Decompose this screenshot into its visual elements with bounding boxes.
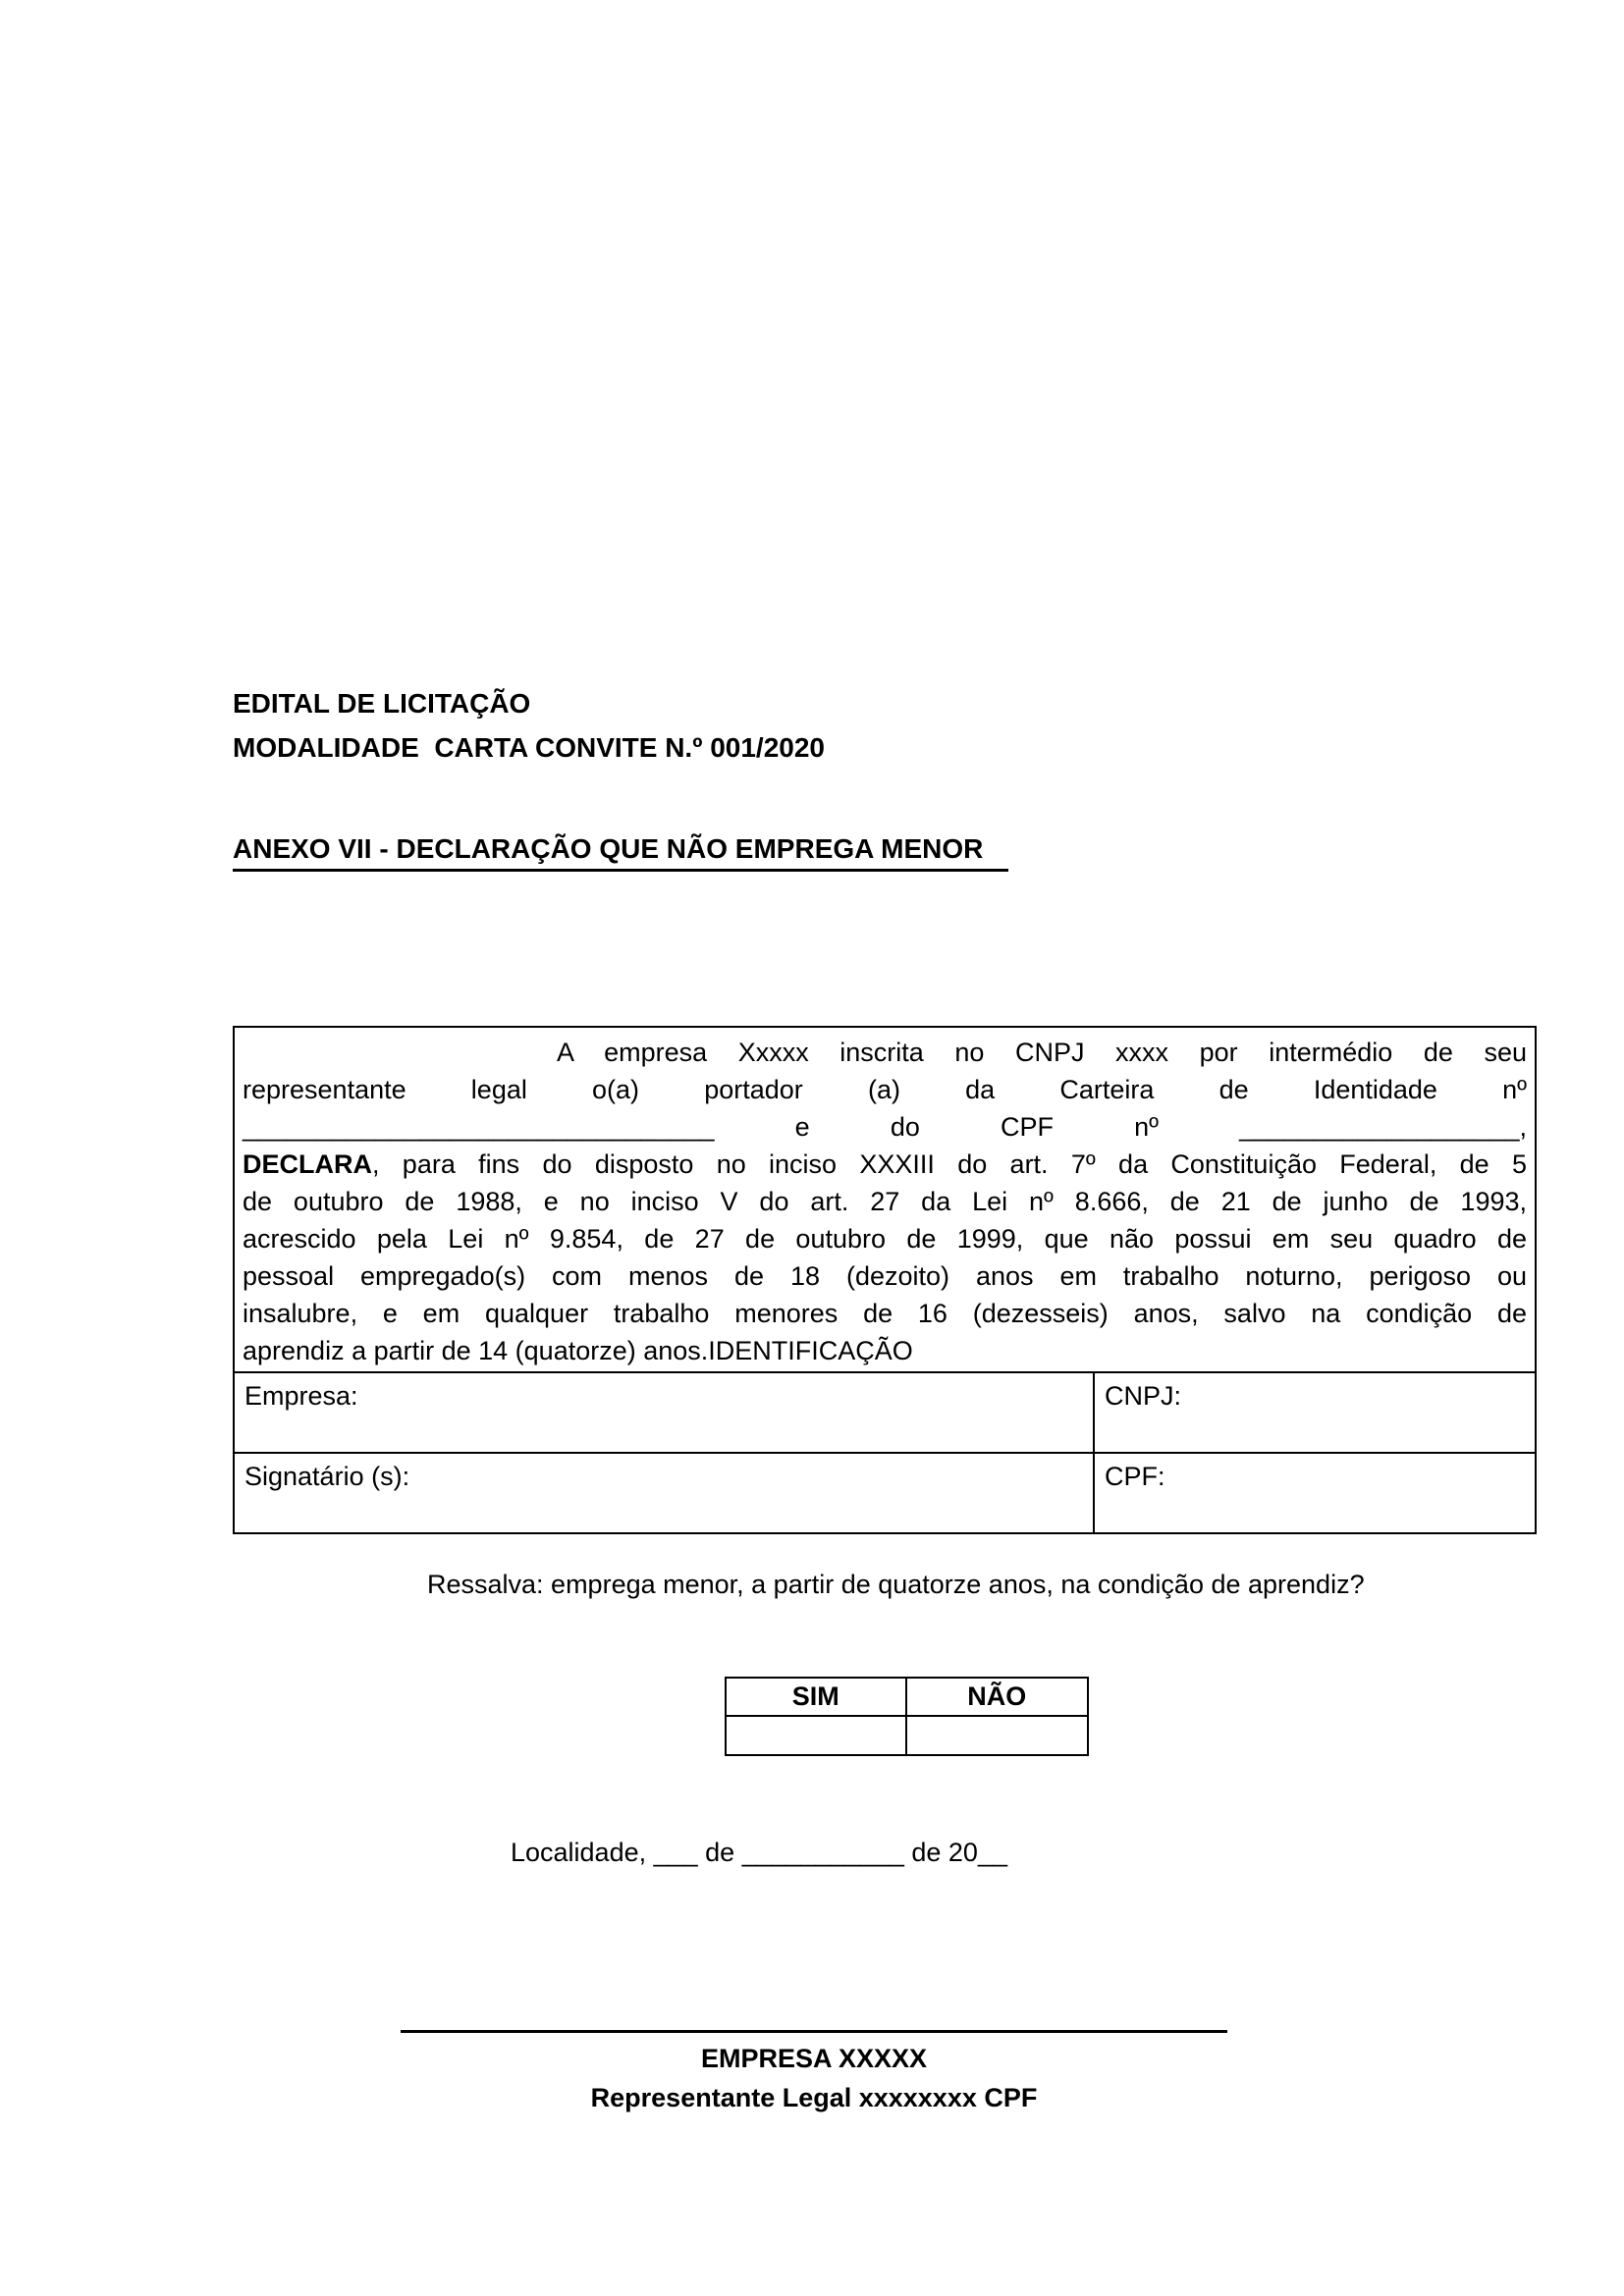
declaration-line-6: acrescido pela Lei nº 9.854, de 27 de outubro de 1999, que não possui em seu quadro de	[243, 1224, 1527, 1254]
cnpj-label-cell: CNPJ:	[1105, 1381, 1182, 1411]
declaration-paragraph	[235, 1028, 1535, 1371]
ressalva-question: Ressalva: emprega menor, a partir de quatorze anos, na condição de aprendiz?	[427, 1570, 1365, 1599]
cpf-label-cell: CPF:	[1105, 1462, 1165, 1491]
declaration-box	[233, 1026, 1537, 1534]
yes-no-header-row	[727, 1679, 1087, 1717]
declaration-line-4-rest: , para fins do disposto no inciso XXXIII do art. 7º da Constituição Federal, de 5	[372, 1149, 1527, 1179]
declaration-line-9: aprendiz a partir de 14 (quatorze) anos.IDENTIFICAÇÃO	[243, 1336, 913, 1365]
signature-representative: Representante Legal xxxxxxxx CPF	[590, 2083, 1038, 2112]
document-header	[233, 681, 825, 770]
declaration-line-1: A empresa Xxxxx inscrita no CNPJ xxxx por intermédio de seu	[557, 1038, 1527, 1067]
signature-block	[401, 2030, 1227, 2117]
signature-company: EMPRESA XXXXX	[700, 2044, 928, 2073]
identification-row-empresa	[235, 1371, 1535, 1452]
declaration-line-3-blanks: ________________________________ e do CPF nº ___________________,	[243, 1112, 1527, 1142]
declaration-line-7: pessoal empregado(s) com menos de 18 (dezoito) anos em trabalho noturno, perigoso ou	[243, 1261, 1527, 1291]
declaration-line-4	[243, 1146, 1527, 1183]
declaration-line-2: representante legal o(a) portador (a) da Carteira de Identidade nº	[243, 1075, 1527, 1104]
declaration-line-8: insalubre, e em qualquer trabalho menores de 16 (dezesseis) anos, salvo na condição de	[243, 1299, 1527, 1328]
identification-row-signatario	[235, 1452, 1535, 1532]
sim-header-cell: SIM	[727, 1679, 907, 1715]
empresa-label-cell: Empresa:	[235, 1373, 1095, 1452]
declara-word: DECLARA	[243, 1149, 372, 1179]
sim-answer-cell	[727, 1717, 907, 1754]
annex-title: ANEXO VII - DECLARAÇÃO QUE NÃO EMPREGA MENOR	[233, 833, 1008, 872]
yes-no-table	[725, 1677, 1089, 1756]
nao-answer-cell	[907, 1717, 1088, 1754]
place-date-line: Localidade, ___ de ___________ de 20__	[511, 1838, 1007, 1867]
nao-header-cell: NÃO	[967, 1682, 1027, 1711]
declaration-line-5: de outubro de 1988, e no inciso V do art. 27 da Lei nº 8.666, de 21 de junho de 1993,	[243, 1187, 1527, 1216]
header-title-line2: MODALIDADE CARTA CONVITE N.º 001/2020	[233, 732, 825, 763]
signature-rule	[401, 2030, 1227, 2033]
signatario-label-cell: Signatário (s):	[235, 1454, 1095, 1532]
yes-no-answer-row	[727, 1717, 1087, 1754]
header-title-line1: EDITAL DE LICITAÇÃO	[233, 688, 531, 719]
